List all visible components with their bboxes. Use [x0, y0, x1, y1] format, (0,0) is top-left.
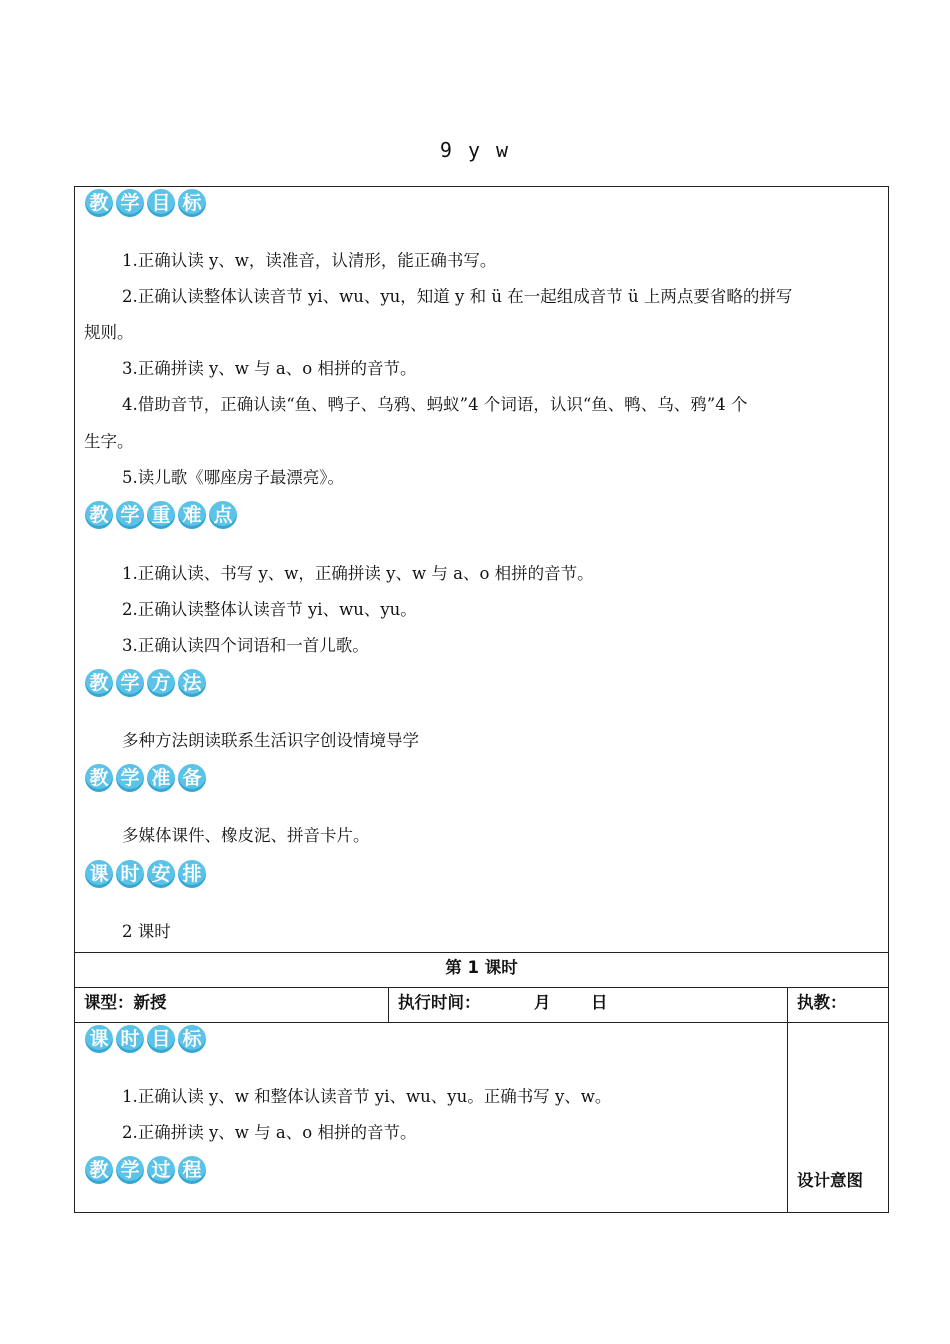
key-point-item: 3.正确认读四个词语和一首儿歌。	[122, 636, 369, 655]
key-point-item: 2.正确认读整体认读音节 yi、wu、yu。	[122, 600, 417, 619]
lesson-header: 第 1 课时	[445, 958, 518, 977]
lesson-goal-item: 2.正确拼读 y、w 与 a、o 相拼的音节。	[122, 1123, 417, 1142]
teaching-prep-text: 多媒体课件、橡皮泥、拼音卡片。	[122, 826, 370, 845]
teaching-method-badge: 教 学 方 法	[84, 668, 208, 700]
goal-item: 2.正确认读整体认读音节 yi、wu、yu，知道 y 和 ü 在一起组成音节 ü 上两点要省略的拼写	[122, 287, 793, 306]
page-title: 9 y w	[439, 138, 511, 162]
lesson-goal-item: 1.正确认读 y、w 和整体认读音节 yi、wu、yu。正确书写 y、w。	[122, 1087, 612, 1106]
divider	[388, 987, 389, 1022]
schedule-text: 2 课时	[122, 922, 171, 941]
teaching-method-text: 多种方法朗读联系生活识字创设情境导学	[122, 731, 419, 750]
goal-item: 4.借助音节，正确认读“鱼、鸭子、乌鸦、蚂蚁”4 个词语，认识“鱼、鸭、乌、鸦”4 个	[122, 395, 748, 414]
teaching-goals-badge: 教 学 目 标	[84, 188, 208, 220]
teaching-prep-badge: 教 学 准 备	[84, 763, 208, 795]
month-label: 月	[534, 993, 551, 1012]
goal-item: 3.正确拼读 y、w 与 a、o 相拼的音节。	[122, 359, 417, 378]
design-intent-label: 设计意图	[797, 1171, 863, 1190]
divider	[74, 952, 889, 953]
goal-item-cont: 规则。	[84, 323, 134, 342]
execution-time-label: 执行时间：	[398, 993, 481, 1012]
schedule-badge: 课 时 安 排	[84, 859, 208, 891]
goal-item-cont: 生字。	[84, 432, 134, 451]
teacher-label: 执教：	[797, 993, 847, 1012]
lesson-goals-badge: 课 时 目 标	[84, 1024, 208, 1056]
lesson-type: 课型：新授	[84, 993, 167, 1012]
divider	[74, 987, 889, 988]
key-point-item: 1.正确认读、书写 y、w，正确拼读 y、w 与 a、o 相拼的音节。	[122, 564, 594, 583]
goal-item: 5.读儿歌《哪座房子最漂亮》。	[122, 468, 344, 487]
day-label: 日	[591, 993, 608, 1012]
goal-item: 1.正确认读 y、w，读准音，认清形，能正确书写。	[122, 251, 497, 270]
divider	[787, 987, 788, 1213]
key-points-badge: 教 学 重 难 点	[84, 500, 239, 532]
teaching-process-badge: 教 学 过 程	[84, 1155, 208, 1187]
divider	[74, 1022, 889, 1023]
